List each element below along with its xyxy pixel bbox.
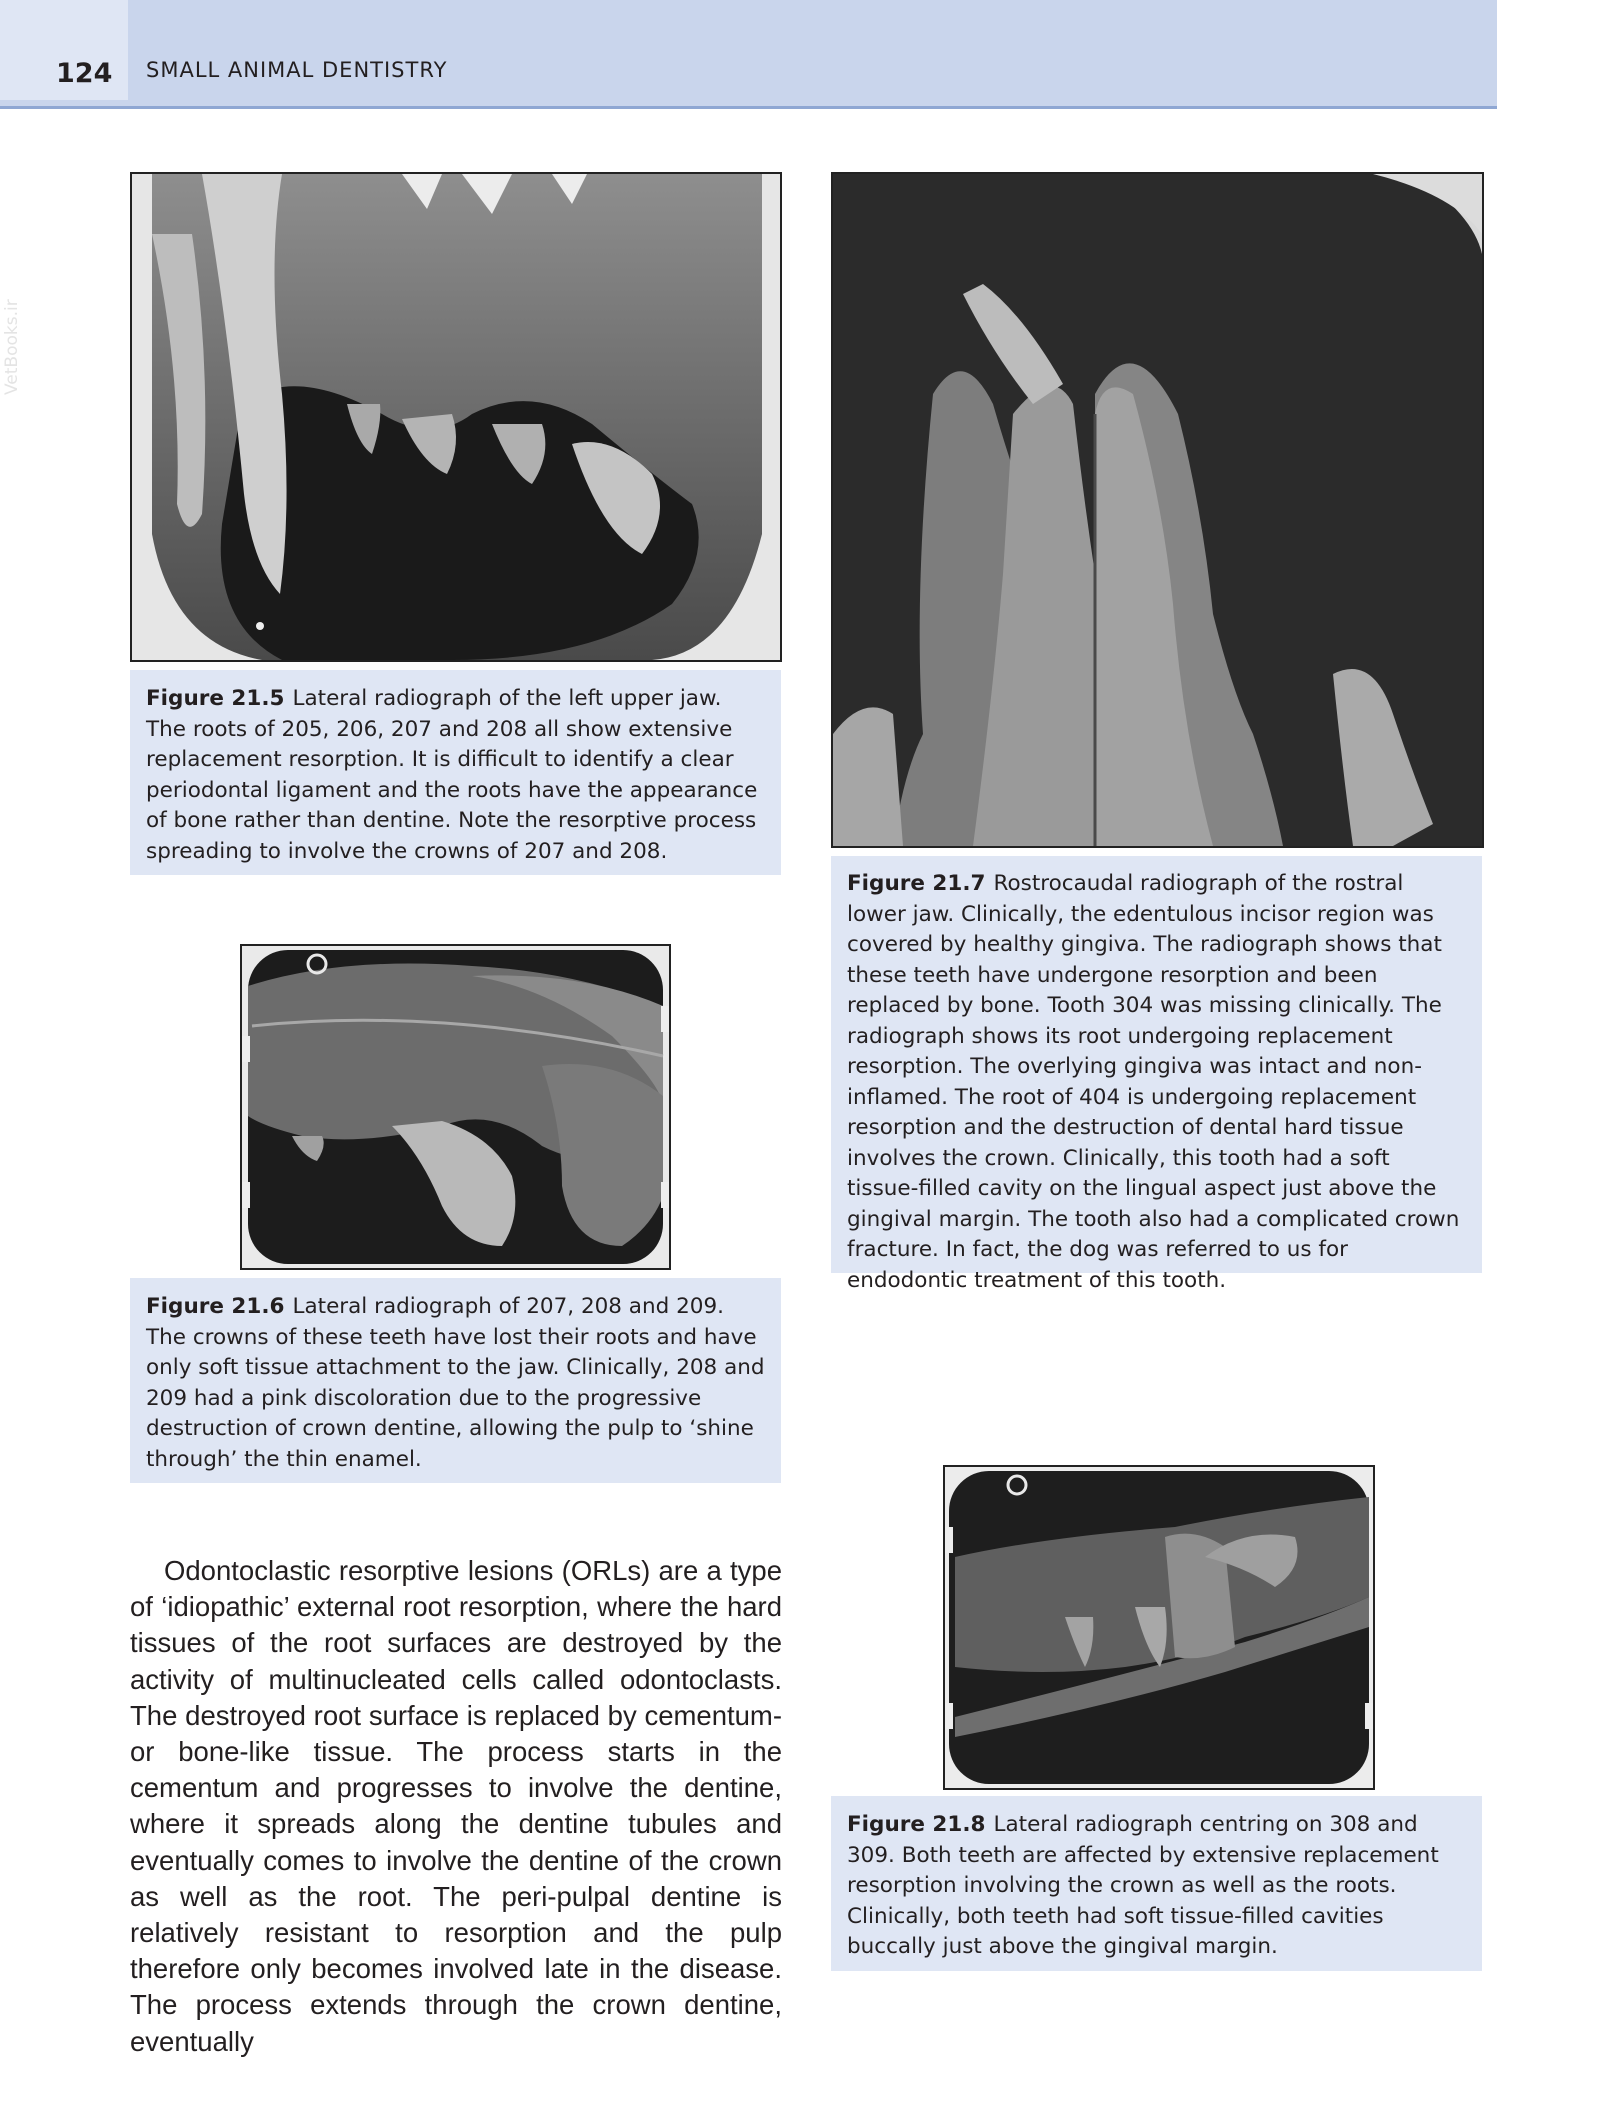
- figure-21-5-caption-text: Lateral radiograph of the left upper jaw. The roots of 205, 206, 207 and 208 all show extensive replacement resorption. It is difficult to identify a clear periodontal ligament and the roots have the appearance of bone rather than dentine. Note the resorptive process spreading to involve the crowns of 207 and 208.: [146, 686, 758, 864]
- figure-21-5-image: [130, 172, 782, 662]
- figure-21-8-image: [943, 1465, 1375, 1790]
- watermark: VetBooks.ir: [2, 299, 22, 395]
- page-number: 124: [56, 58, 113, 89]
- figure-21-5-label: Figure 21.5: [146, 686, 285, 711]
- running-title: SMALL ANIMAL DENTISTRY: [146, 58, 448, 82]
- figure-21-7-image: [831, 172, 1484, 848]
- figure-21-6-image: [240, 944, 671, 1270]
- figure-21-7-caption: [831, 856, 1482, 1293]
- running-header: [0, 0, 1497, 109]
- body-paragraph: Odontoclastic resorptive lesions (ORLs) are a type of ‘idiopathic’ external root resorption, where the hard tissues of the root surfaces are destroyed by the activity of multinucleated cells called odontoclasts. The destroyed root surface is replaced by cementum- or bone-like tissue. The process starts in the cementum and progresses to involve the dentine, where it spreads along the dentine tubules and eventually comes to involve the dentine of the crown as well as the root. The peri-pulpal dentine is relatively resistant to resorption and the pulp therefore only becomes involved late in the disease. The process extends through the crown dentine, eventually: [130, 1555, 782, 2057]
- figure-21-6-caption-text: Lateral radiograph of 207, 208 and 209. The crowns of these teeth have lost their roots and have only soft tissue attachment to the jaw. Clinically, 208 and 209 had a pink discoloration due to the progressive destruction of crown dentine, allowing the pulp to ‘shine through’ the thin enamel.: [146, 1294, 765, 1472]
- figure-21-6-caption: [130, 1278, 781, 1483]
- figure-21-8-caption: [831, 1796, 1482, 1971]
- figure-21-8-caption-text: Lateral radiograph centring on 308 and 309. Both teeth are affected by extensive replacement resorption involving the crown as well as the roots. Clinically, both teeth had soft tissue-filled cavities buccally just above the gingival margin.: [847, 1812, 1439, 1959]
- figure-21-5-caption: [130, 670, 781, 875]
- figure-21-6-label: Figure 21.6: [146, 1294, 285, 1319]
- figure-21-7-caption-text: Rostrocaudal radiograph of the rostral lower jaw. Clinically, the edentulous incisor region was covered by healthy gingiva. The radiograph shows that these teeth have undergone resorption and been replaced by bone. Tooth 304 was missing clinically. The radiograph shows its root undergoing replacement resorption. The overlying gingiva was intact and non-inflamed. The root of 404 is undergoing replacement resorption and the destruction of dental hard tissue involves the crown. Clinically, this tooth had a soft tissue-filled cavity on the lingual aspect just above the gingival margin. The tooth also had a complicated crown fracture. In fact, the dog was referred to us for endodontic treatment of this tooth.: [847, 871, 1460, 1293]
- figure-21-7-label: Figure 21.7: [847, 871, 986, 896]
- figure-21-8-label: Figure 21.8: [847, 1812, 986, 1837]
